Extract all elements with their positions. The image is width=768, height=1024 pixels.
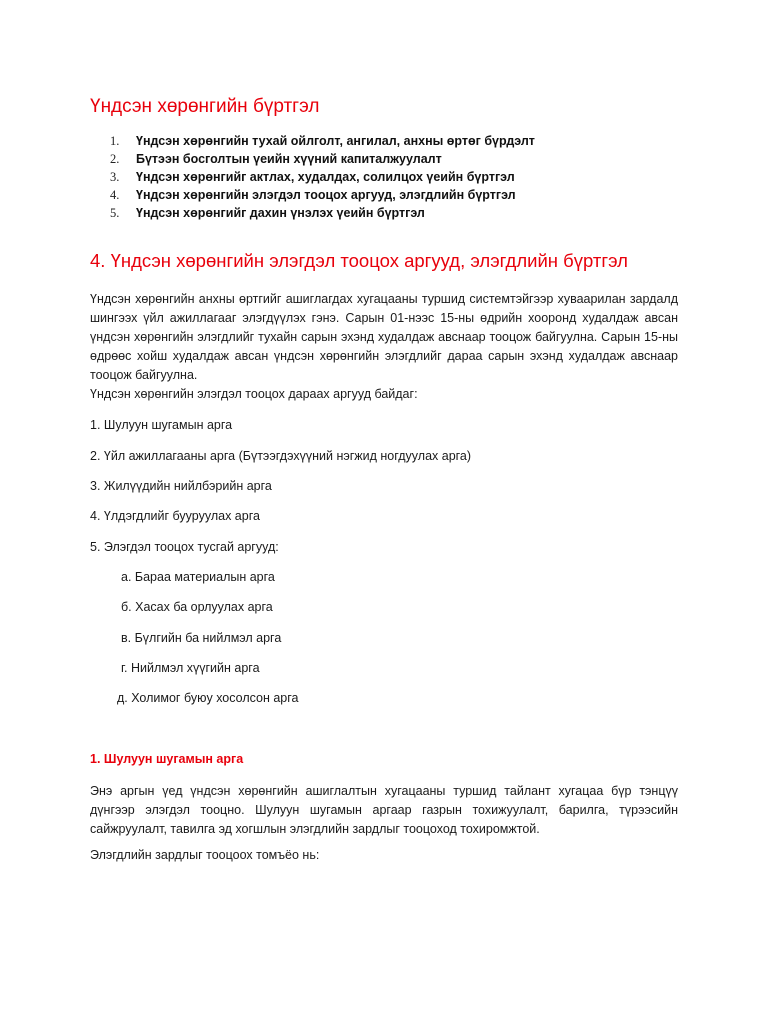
toc-item-text: Үндсэн хөрөнгийн элэгдэл тооцох аргууд, элэгдлийн бүртгэл	[136, 188, 516, 202]
method-item: 1. Шулуун шугамын арга	[90, 418, 233, 432]
special-method-item: г. Нийлмэл хүүгийн арга	[121, 661, 260, 675]
special-method-item: д. Холимог буюу хосолсон арга	[117, 691, 299, 705]
section-heading: 4. Үндсэн хөрөнгийн элэгдэл тооцох аргууд, элэгдлийн бүртгэл	[90, 250, 628, 271]
special-method-item: б. Хасах ба орлуулах арга	[121, 600, 273, 614]
toc-item	[90, 204, 535, 222]
toc-item	[90, 168, 535, 186]
method-item: 4. Үлдэгдлийг бууруулах арга	[90, 509, 260, 523]
toc-item	[90, 132, 535, 150]
special-method-item: а. Бараа материалын арга	[121, 570, 275, 584]
toc-item-number: 2.	[110, 152, 120, 166]
subsection-body-paragraph: Энэ аргын үед үндсэн хөрөнгийн ашиглалтын хугацааны туршид тайлант хугацаа бүр тэнцүү дүнгээр элэгдэл тооцно. Шулуун шугамын аргаар газрын тохижуулалт, барилга, түрээсийн сайжруулалт, тавилга эд хогшлын элэгдлийн зардлыг тооцоход тохиромжтой.	[90, 784, 678, 836]
toc-item-number: 4.	[110, 188, 120, 202]
toc-item-number: 3.	[110, 170, 120, 184]
toc-item-text: Үндсэн хөрөнгийг дахин үнэлэх үеийн бүртгэл	[136, 206, 425, 220]
method-item: 5. Элэгдэл тооцох тусгай аргууд:	[90, 540, 279, 554]
toc-item	[90, 186, 535, 204]
method-item: 3. Жилүүдийн нийлбэрийн арга	[90, 479, 272, 493]
table-of-contents	[90, 132, 535, 222]
special-method-item: в. Бүлгийн ба нийлмэл арга	[121, 631, 282, 645]
section-intro-paragraph: Үндсэн хөрөнгийн анхны өртгийг ашиглагдах хугацааны туршид системтэйгээр хуваарилан зардалд шингээх үйл ажиллагааг элэгдүүлэх гэнэ. Сарын 01-нээс 15-ны өдрийн хооронд худалдаж авсан үндсэн хөрөнгийн элэгдлийг тухайн сарын эхэнд худалдаж авснаар тооцож байгуулна. Сарын 15-ны өдрөөс хойш худалдаж авсан үндсэн хөрөнгийн элэгдлийг дараа сарын эхэнд худалдаж авснаар тооцож байгуулна.	[90, 292, 678, 382]
subsection-heading: 1. Шулуун шугамын арга	[90, 752, 244, 766]
toc-item-text: Үндсэн хөрөнгийн тухай ойлголт, ангилал, анхны өртөг бүрдэлт	[136, 134, 535, 148]
document-title: Үндсэн хөрөнгийн бүртгэл	[90, 96, 320, 117]
toc-item	[90, 150, 535, 168]
toc-item-text: Бүтээн босголтын үеийн хүүний капиталжуулалт	[136, 152, 442, 166]
toc-item-text: Үндсэн хөрөнгийг актлах, худалдах, солилцох үеийн бүртгэл	[136, 170, 515, 184]
formula-intro-paragraph: Элэгдлийн зардлыг тооцоох томъёо нь:	[90, 848, 320, 862]
methods-intro-paragraph: Үндсэн хөрөнгийн элэгдэл тооцох дараах аргууд байдаг:	[90, 387, 418, 401]
toc-item-number: 5.	[110, 206, 120, 220]
method-item: 2. Үйл ажиллагааны арга (Бүтээгдэхүүний нэгжид ногдуулах арга)	[90, 449, 472, 463]
toc-item-number: 1.	[110, 134, 120, 148]
